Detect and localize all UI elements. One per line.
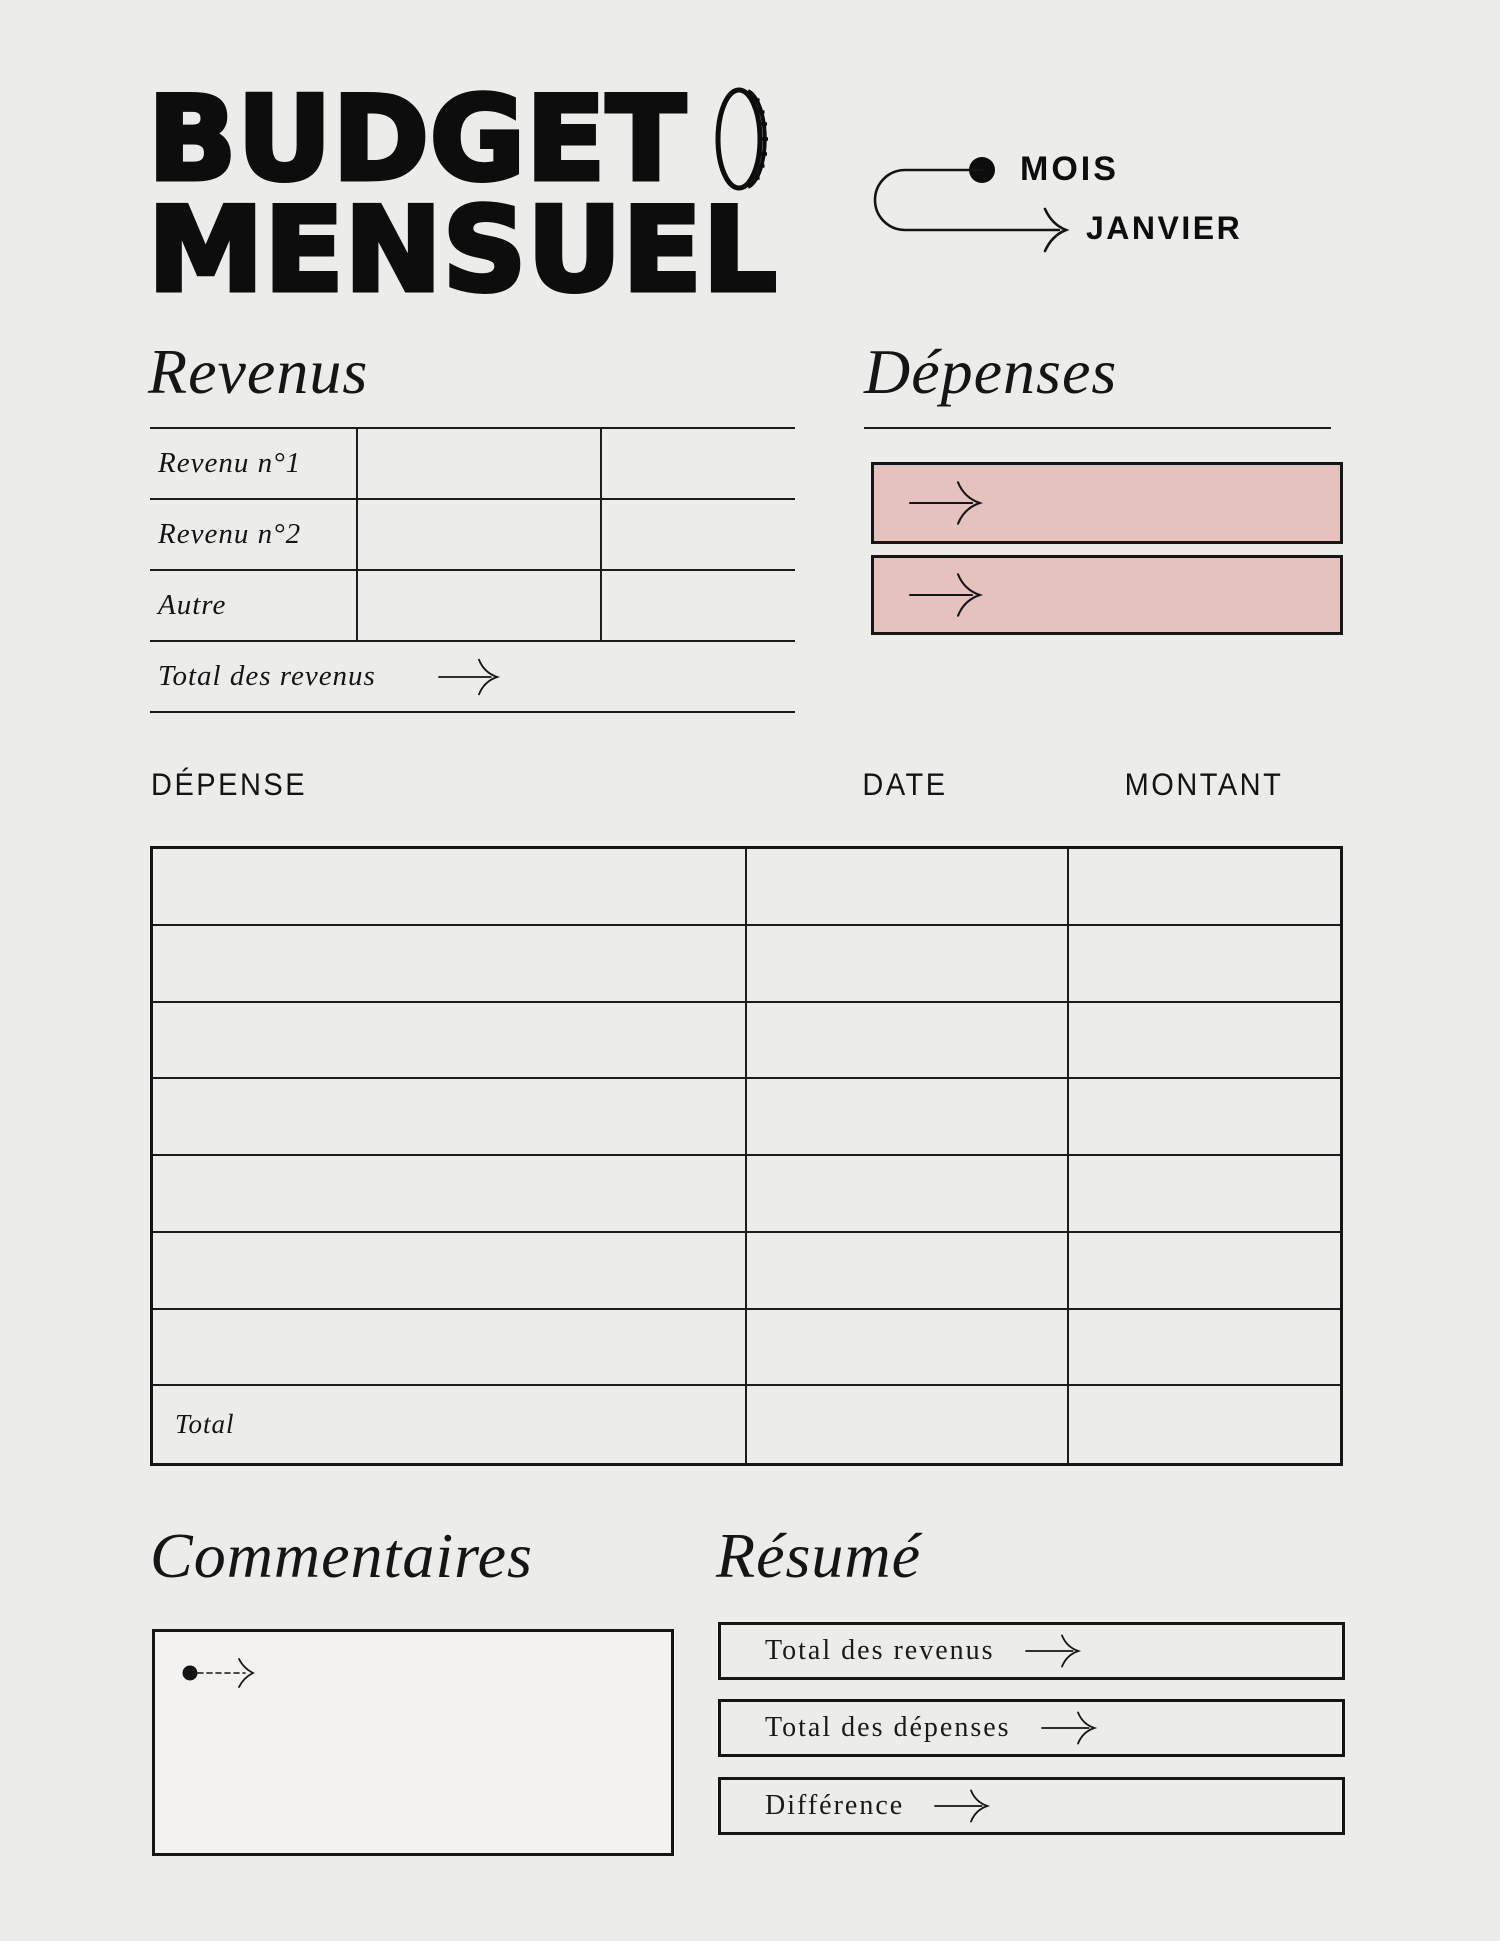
expense-table-row (153, 1156, 1340, 1233)
month-value: JANVIER (1086, 210, 1243, 246)
expense-cell-date[interactable] (745, 1079, 1067, 1154)
expense-table-row (153, 1079, 1340, 1156)
revenus-row (150, 429, 795, 500)
revenus-row-label: Revenu n°2 (158, 518, 302, 550)
expense-cell-date[interactable] (745, 849, 1067, 924)
resume-item-label: Total des dépenses (765, 1712, 1011, 1743)
revenus-row (150, 500, 795, 571)
page-title-line1: BUDGET (148, 72, 687, 207)
resume-item-difference[interactable] (718, 1777, 1345, 1835)
expense-table-row (153, 1310, 1340, 1387)
column-header-date: DATE (862, 768, 948, 803)
expense-cell-montant[interactable] (1067, 1156, 1340, 1231)
revenus-total-row (150, 642, 795, 713)
expense-table-row (153, 1003, 1340, 1080)
expense-total-label-cell (153, 1386, 745, 1463)
revenus-row-label: Autre (158, 589, 227, 621)
dot-dash-arrow-icon (181, 1652, 273, 1694)
expense-table-row (153, 926, 1340, 1003)
expense-total-date-cell[interactable] (745, 1386, 1067, 1463)
coin-icon (714, 84, 776, 194)
page-title-line2: MENSUEL (148, 183, 778, 318)
expense-table-row (153, 849, 1340, 926)
expense-cell-depense[interactable] (153, 926, 745, 1001)
depenses-heading: Dépenses (864, 336, 1118, 407)
expense-cell-depense[interactable] (153, 1079, 745, 1154)
expense-cell-date[interactable] (745, 1233, 1067, 1308)
expense-cell-date[interactable] (745, 1003, 1067, 1078)
arrow-right-icon (1037, 1710, 1101, 1746)
expense-cell-montant[interactable] (1067, 1233, 1340, 1308)
expense-table-row (153, 1233, 1340, 1310)
revenus-row-label: Revenu n°1 (158, 447, 302, 479)
commentaires-heading: Commentaires (150, 1520, 533, 1591)
revenus-value-cell[interactable] (356, 500, 600, 569)
commentaires-box[interactable] (152, 1629, 674, 1856)
revenus-value-cell[interactable] (600, 429, 795, 498)
expense-cell-depense[interactable] (153, 1003, 745, 1078)
expense-cell-depense[interactable] (153, 1156, 745, 1231)
depenses-divider (864, 427, 1331, 429)
expense-cell-montant[interactable] (1067, 1310, 1340, 1385)
expense-cell-montant[interactable] (1067, 926, 1340, 1001)
resume-item-label: Total des revenus (765, 1635, 995, 1666)
expense-cell-montant[interactable] (1067, 1003, 1340, 1078)
arrow-right-icon (434, 657, 504, 697)
expense-cell-depense[interactable] (153, 1233, 745, 1308)
revenus-value-cell[interactable] (356, 429, 600, 498)
expense-total-label: Total (175, 1409, 235, 1440)
column-header-depense: DÉPENSE (151, 768, 308, 803)
resume-heading: Résumé (716, 1520, 922, 1591)
expense-cell-montant[interactable] (1067, 849, 1340, 924)
resume-item-total-depenses[interactable] (718, 1699, 1345, 1757)
expense-cell-date[interactable] (745, 926, 1067, 1001)
arrow-right-icon (1021, 1633, 1085, 1669)
revenus-total-value[interactable] (504, 642, 795, 711)
depenses-highlight-field[interactable] (871, 462, 1343, 544)
depenses-highlight-field[interactable] (871, 555, 1343, 635)
column-header-montant: MONTANT (1124, 768, 1284, 803)
revenus-value-cell[interactable] (600, 571, 795, 640)
revenus-table (150, 427, 795, 713)
resume-item-value[interactable] (1085, 1625, 1342, 1677)
expense-table (150, 846, 1343, 1466)
expense-cell-depense[interactable] (153, 1310, 745, 1385)
arrow-right-icon (930, 1788, 994, 1824)
revenus-value-cell[interactable] (600, 500, 795, 569)
expense-table-total-row (153, 1386, 1340, 1463)
resume-item-label: Différence (765, 1790, 905, 1821)
month-label: MOIS (1020, 150, 1119, 188)
resume-item-value[interactable] (994, 1780, 1342, 1832)
revenus-total-label: Total des revenus (158, 660, 376, 692)
expense-total-montant-cell[interactable] (1067, 1386, 1340, 1463)
expense-cell-date[interactable] (745, 1310, 1067, 1385)
arrow-right-icon (904, 479, 988, 527)
resume-item-value[interactable] (1101, 1702, 1342, 1754)
revenus-row (150, 571, 795, 642)
page-title (148, 72, 778, 318)
revenus-value-cell[interactable] (356, 571, 600, 640)
expense-cell-depense[interactable] (153, 849, 745, 924)
resume-item-total-revenus[interactable] (718, 1622, 1345, 1680)
revenus-heading: Revenus (148, 336, 369, 407)
expense-cell-date[interactable] (745, 1156, 1067, 1231)
expense-cell-montant[interactable] (1067, 1079, 1340, 1154)
arrow-right-icon (904, 571, 988, 619)
